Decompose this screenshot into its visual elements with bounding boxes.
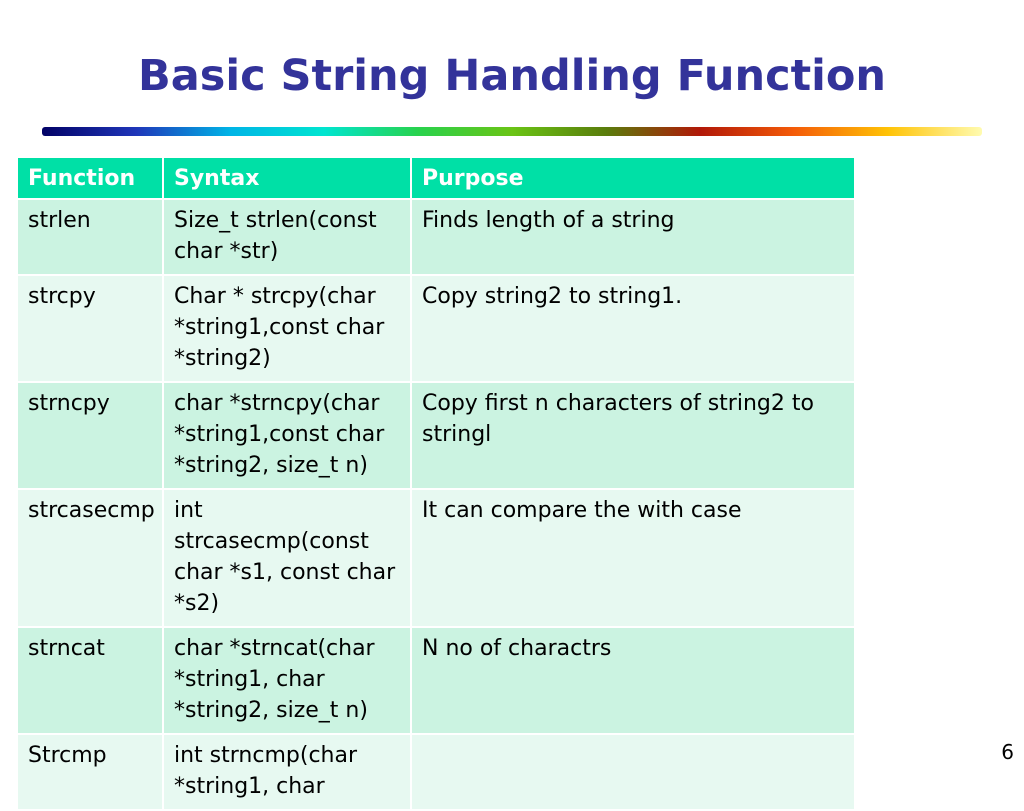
function-cell: strcasecmp — [17, 489, 163, 627]
table-row — [17, 275, 855, 382]
purpose-cell: Copy string2 to string1. — [411, 275, 855, 382]
function-cell: strlen — [17, 199, 163, 275]
slide-title: Basic String Handling Function — [137, 51, 887, 101]
purpose-cell: N no of charactrs — [411, 627, 855, 734]
header-syntax: Syntax — [163, 157, 411, 199]
header-purpose: Purpose — [411, 157, 855, 199]
table-header-row — [17, 157, 855, 199]
function-cell: strncpy — [17, 382, 163, 489]
table-row — [17, 627, 855, 734]
syntax-cell: Char * strcpy(char *string1,const char *string2) — [163, 275, 411, 382]
purpose-cell: Finds length of a string — [411, 199, 855, 275]
syntax-cell: char *strncpy(char *string1,const char *string2, size_t n) — [163, 382, 411, 489]
function-cell: Strcmp — [17, 734, 163, 810]
syntax-cell: int strncmp(char *string1, char — [163, 734, 411, 810]
table-container — [16, 156, 854, 799]
header-function: Function — [17, 157, 163, 199]
syntax-cell: int strcasecmp(const char *s1, const char *s2) — [163, 489, 411, 627]
function-cell: strcpy — [17, 275, 163, 382]
purpose-cell: It can compare the with case — [411, 489, 855, 627]
table-row — [17, 382, 855, 489]
syntax-cell: Size_t strlen(const char *str) — [163, 199, 411, 275]
purpose-cell: Copy first n characters of string2 to stringl — [411, 382, 855, 489]
table-row — [17, 489, 855, 627]
syntax-cell: char *strncat(char *string1, char *string2, size_t n) — [163, 627, 411, 734]
page-number: 6 — [1001, 740, 1014, 764]
table-row — [17, 199, 855, 275]
table-row — [17, 734, 855, 810]
function-table — [16, 156, 856, 811]
purpose-cell — [411, 734, 855, 810]
function-cell: strncat — [17, 627, 163, 734]
title-divider — [42, 127, 982, 136]
